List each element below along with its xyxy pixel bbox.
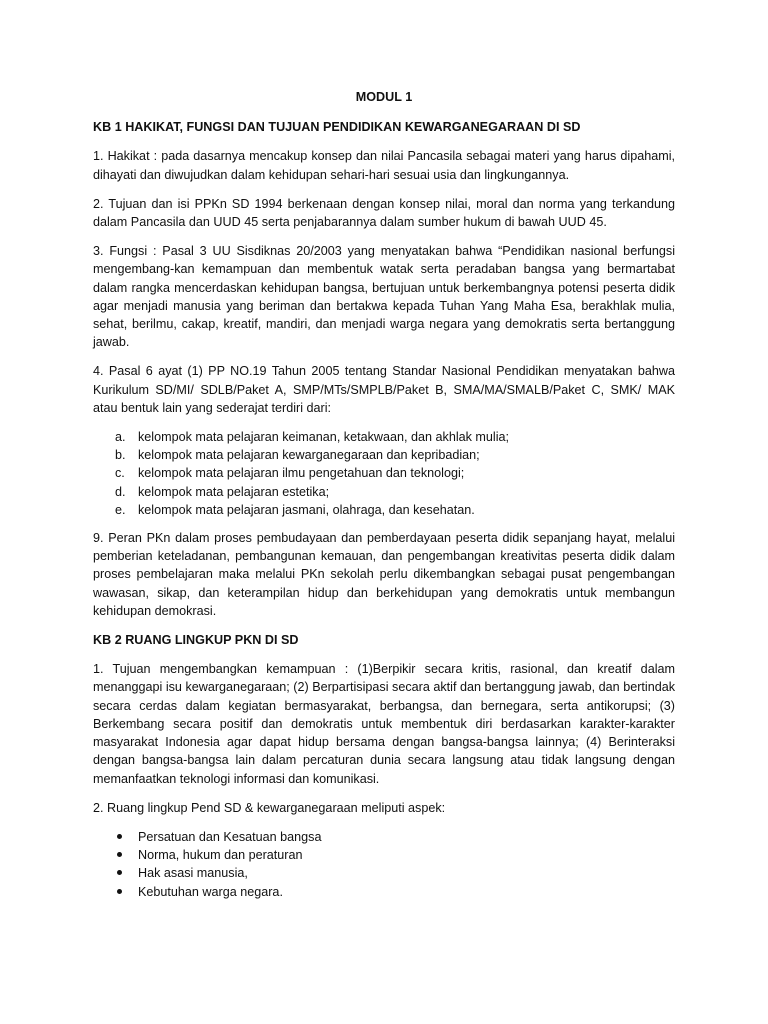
curriculum-group-list [93,428,675,519]
kb1-heading: KB 1 HAKIKAT, FUNGSI DAN TUJUAN PENDIDIKAN KEWARGANEGARAAN DI SD [93,120,581,135]
list-item [93,446,675,464]
list-item-text: Hak asasi manusia, [138,866,248,881]
paragraph-hakikat: 1. Hakikat : pada dasarnya mencakup konsep dan nilai Pancasila sebagai materi yang harus dipahami, dihayati dan diwujudkan dalam kehidupan sehari-hari sesuai usia dan lingkungannya. [93,149,675,182]
bullet-icon [117,834,122,839]
list-item-text: Kebutuhan warga negara. [138,884,283,899]
list-item [93,883,675,901]
list-item [93,464,675,482]
list-item-text: kelompok mata pelajaran estetika; [138,484,330,499]
list-marker: b. [115,448,126,463]
list-item-text: kelompok mata pelajaran jasmani, olahraga, dan kesehatan. [138,502,475,517]
paragraph-ruang-lingkup: 2. Ruang lingkup Pend SD & kewarganegaraan meliputi aspek: [93,800,446,815]
paragraph-peran-pkn: 9. Peran PKn dalam proses pembudayaan dan pemberdayaan peserta didik sepanjang hayat, melalui pemberian keteladanan, pembangunan kemauan, dan pengembangan kreativitas peserta didik dalam proses pembelajaran maka melalui PKn sekolah perlu dikembangkan sebagai pusat pengembangan wawasan, sikap, dan keterampilan hidup dan berkehidupan yang demokratis untuk membangun kehidupan demokrasi. [93,531,675,618]
paragraph-fungsi: 3. Fungsi : Pasal 3 UU Sisdiknas 20/2003 yang menyatakan bahwa “Pendidikan nasional berfungsi mengembang-kan kemampuan dan membentuk watak serta peradaban bangsa yang bermartabat dalam rangka mencerdaskan kehidupan bangsa, bertujuan untuk berkembangnya potensi peserta didik agar menjadi manusia yang beriman dan bertakwa kepada Tuhan Yang Maha Esa, berakhlak mulia, sehat, berilmu, cakap, kreatif, mandiri, dan menjadi warga negara yang demokratis serta bertanggung jawab. [93,244,675,350]
list-item [93,428,675,446]
scope-aspect-list [93,828,675,901]
kb2-heading: KB 2 RUANG LINGKUP PKN DI SD [93,633,299,648]
list-marker: c. [115,466,125,481]
list-marker: a. [115,430,126,445]
list-item-text: kelompok mata pelajaran ilmu pengetahuan dan teknologi; [138,466,465,481]
paragraph-pasal-6: 4. Pasal 6 ayat (1) PP NO.19 Tahun 2005 tentang Standar Nasional Pendidikan menyatakan bahwa Kurikulum SD/MI/ SDLB/Paket A, SMP/MTs/SMPLB/Paket B, SMA/MA/SMALB/Paket C, SMK/ MAK atau bentuk lain yang sederajat terdiri dari: [93,364,675,415]
list-item [93,501,675,519]
list-item-text: Norma, hukum dan peraturan [138,848,303,863]
list-item [93,483,675,501]
bullet-icon [117,870,122,875]
list-marker: e. [115,502,126,517]
document-title: MODUL 1 [355,90,413,104]
list-item [93,828,675,846]
list-marker: d. [115,484,126,499]
paragraph-tujuan: 2. Tujuan dan isi PPKn SD 1994 berkenaan dengan konsep nilai, moral dan norma yang terkandung dalam Pancasila dan UUD 45 serta penjabarannya dalam sumber hukum di bawah UUD 45. [93,196,675,230]
bullet-icon [117,889,122,894]
document-body [93,88,675,901]
list-item-text: kelompok mata pelajaran keimanan, ketakwaan, dan akhlak mulia; [138,430,510,445]
bullet-icon [117,852,122,857]
paragraph-tujuan-kemampuan: 1. Tujuan mengembangkan kemampuan : (1)Berpikir secara kritis, rasional, dan kreatif dalam menanggapi isu kewarganegaraan; (2) Berpartisipasi secara aktif dan bertanggung jawab, dan bertindak secara cerdas dalam kegiatan bermasyarakat, berbangsa, dan bernegara, serta antikorupsi; (3) Berkembang secara positif dan demokratis untuk membentuk diri berdasarkan karakter-karakter masyarakat Indonesia agar dapat hidup bersama dengan bangsa-bangsa lainnya; (4) Berinteraksi dengan bangsa-bangsa lain dalam percaturan dunia secara langsung atau tidak langsung dengan memanfaatkan teknologi informasi dan komunikasi. [93,662,675,786]
list-item-text: Persatuan dan Kesatuan bangsa [138,829,322,844]
list-item-text: kelompok mata pelajaran kewarganegaraan dan kepribadian; [138,448,480,463]
list-item [93,846,675,864]
list-item [93,864,675,882]
